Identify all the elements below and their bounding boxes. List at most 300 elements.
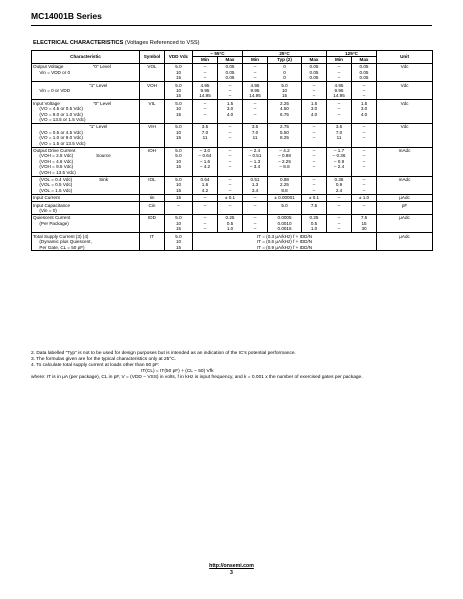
- section-title-text: ELECTRICAL CHARACTERISTICS: [33, 40, 124, 46]
- formula-line: IT = (0.6 μA/kHz) f + IDD/N: [256, 239, 313, 245]
- cell-line: 1.5: [310, 100, 318, 106]
- cell-line: –: [362, 129, 366, 135]
- cell-line: 0: [283, 75, 286, 81]
- cell-line: 0: [283, 69, 286, 75]
- 125c-max-cell: [352, 147, 377, 176]
- header-min: Min: [193, 57, 218, 63]
- cell-line: 7.0: [201, 129, 209, 135]
- table-row: [32, 233, 433, 251]
- symbol-cell: [140, 147, 165, 176]
- cell-line: 0.05: [309, 75, 319, 81]
- cell-line: –: [362, 158, 366, 164]
- symbol-cell: [140, 82, 165, 100]
- 25c-typ-cell: [268, 63, 302, 81]
- header-typ: Typ (2): [268, 57, 302, 63]
- cell-line: Input Capacitance: [33, 202, 71, 208]
- vdd-cell: [165, 202, 193, 215]
- header-temp-25: 25°C: [243, 51, 327, 57]
- cell-line: –: [312, 93, 316, 99]
- neg55-min-cell: [193, 147, 218, 176]
- cell-line: Output Voltage "0" Level: [33, 64, 111, 70]
- 25c-typ-cell: [268, 123, 302, 147]
- cell-line: –: [312, 82, 316, 88]
- cell-line: ± 0.1: [224, 195, 236, 201]
- cell-line: –: [312, 135, 316, 141]
- cell-line: IDD: [148, 215, 156, 221]
- neg55-min-cell: [193, 82, 218, 100]
- cell-line: –: [177, 202, 180, 208]
- neg55-min-cell: [193, 176, 218, 194]
- vdd-cell: [165, 147, 193, 176]
- cell-line: (VOL = 1.5 Vdc): [33, 187, 73, 193]
- cell-line: 10: [175, 158, 182, 164]
- cell-line: 0.5: [310, 220, 318, 226]
- cell-line: –: [337, 226, 341, 232]
- cell-line: 11: [202, 135, 208, 141]
- cell-line: – 4.2: [199, 164, 211, 170]
- cell-line: 5.0: [281, 202, 288, 208]
- cell-line: 0: [283, 64, 286, 70]
- cell-line: 10: [175, 87, 182, 93]
- cell-line: –: [228, 93, 232, 99]
- cell-line: – 8.8: [279, 164, 290, 170]
- cell-line: –: [337, 111, 341, 117]
- cell-line: (VOH = 13.5 Vdc): [33, 169, 76, 175]
- cell-line: 0.64: [200, 177, 210, 183]
- cell-line: 15: [175, 164, 182, 170]
- formula-cell: [193, 233, 377, 251]
- 125c-max-cell: [352, 214, 377, 232]
- cell-line: 10: [281, 87, 288, 93]
- cell-line: (VOH = 4.6 Vdc): [33, 158, 74, 164]
- cell-line: –: [203, 195, 207, 201]
- footer-link[interactable]: http://onsemi.com: [209, 563, 254, 569]
- cell-line: 0.5: [226, 220, 234, 226]
- footnotes: [31, 351, 432, 381]
- cell-line: – 0.36: [332, 153, 346, 159]
- cell-line: –: [228, 202, 232, 208]
- vdd-cell: [165, 194, 193, 201]
- cell-line: Iin: [149, 195, 155, 201]
- cell-line: VOL: [147, 64, 157, 70]
- cell-line: 1.3: [251, 182, 259, 188]
- section-subtitle: (Voltages Referenced to VSS): [124, 40, 200, 46]
- cell-line: –: [228, 187, 232, 193]
- characteristic-cell: [32, 202, 140, 215]
- cell-line: 3.5: [335, 124, 343, 130]
- symbol-cell: [140, 63, 165, 81]
- cell-line: VOH: [147, 82, 157, 88]
- cell-line: 2.25: [280, 182, 289, 188]
- vdd-cell: [165, 123, 193, 147]
- cell-line: –: [228, 177, 232, 183]
- cell-line: 15: [175, 135, 182, 141]
- cell-line: "1" Level: [33, 124, 108, 130]
- cell-line: –: [228, 158, 232, 164]
- cell-line: μAdc: [399, 215, 410, 221]
- table-body: [32, 63, 433, 251]
- 25c-typ-cell: [268, 194, 302, 201]
- neg55-min-cell: [193, 214, 218, 232]
- symbol-cell: [140, 123, 165, 147]
- cell-line: (VOH = 2.5 Vdc) Source: [33, 153, 111, 159]
- unit-cell: [377, 194, 433, 201]
- vdd-cell: [165, 63, 193, 81]
- 125c-max-cell: [352, 194, 377, 201]
- cell-line: μAdc: [399, 195, 410, 201]
- cell-line: 0.25: [309, 215, 319, 221]
- cell-line: –: [312, 177, 316, 183]
- cell-line: 0.0015: [277, 226, 292, 232]
- unit-cell: [377, 233, 433, 251]
- cell-line: 15: [175, 75, 182, 81]
- cell-line: –: [203, 220, 207, 226]
- unit-cell: [377, 202, 433, 215]
- cell-line: –: [337, 100, 341, 106]
- table-row: [32, 100, 433, 124]
- cell-line: 15: [175, 244, 182, 250]
- cell-line: –: [228, 87, 232, 93]
- 25c-min-cell: [243, 147, 268, 176]
- header-unit: Unit: [377, 51, 433, 64]
- unit-cell: [377, 176, 433, 194]
- cell-line: 15: [175, 195, 182, 201]
- cell-line: 2.4: [335, 187, 343, 193]
- cell-line: Vdc: [400, 64, 409, 70]
- note-where: where: IT is in μA (per package), CL in pF, V = (VDD − VSS) in volts, f in kHz is input frequency, and k = 0.001 x the number of exercised gates per package.: [31, 375, 363, 380]
- cell-line: 0.05: [359, 64, 369, 70]
- 125c-max-cell: [352, 123, 377, 147]
- cell-line: Vin = 0 or VDD: [33, 87, 71, 93]
- cell-line: (VO = 1.5 or 13.5 Vdc): [33, 140, 86, 146]
- cell-line: 3.0: [226, 106, 234, 112]
- cell-line: 0.05: [309, 69, 319, 75]
- cell-line: –: [362, 164, 366, 170]
- cell-line: – 1.3: [249, 158, 261, 164]
- 125c-min-cell: [327, 194, 352, 201]
- cell-line: –: [228, 82, 232, 88]
- neg55-max-cell: [218, 63, 243, 81]
- 25c-max-cell: [302, 63, 327, 81]
- neg55-min-cell: [193, 100, 218, 124]
- cell-line: –: [312, 124, 316, 130]
- cell-line: –: [337, 202, 341, 208]
- cell-line: 3.0: [310, 106, 318, 112]
- 25c-typ-cell: [268, 202, 302, 215]
- cell-line: 5.0: [281, 82, 288, 88]
- header-max: Max: [302, 57, 327, 63]
- 125c-min-cell: [327, 63, 352, 81]
- cell-line: (VO = 9.0 or 1.0 Vdc): [33, 111, 83, 117]
- cell-line: – 2.4: [333, 164, 345, 170]
- table-row: [32, 194, 433, 201]
- cell-line: 5.0: [175, 100, 182, 106]
- cell-line: 4.0: [310, 111, 318, 117]
- 25c-min-cell: [243, 176, 268, 194]
- cell-line: –: [362, 124, 366, 130]
- electrical-characteristics-table: [31, 50, 433, 251]
- cell-line: IT: [149, 233, 155, 239]
- cell-line: –: [337, 106, 341, 112]
- cell-line: –: [312, 164, 316, 170]
- title-divider: [31, 25, 432, 26]
- cell-line: 15: [175, 226, 182, 232]
- 25c-typ-cell: [268, 176, 302, 194]
- table-row: [32, 214, 433, 232]
- cell-line: –: [228, 135, 232, 141]
- cell-line: 6.75: [280, 111, 289, 117]
- cell-line: –: [228, 164, 232, 170]
- table-row: [32, 123, 433, 147]
- cell-line: (VOH = 9.5 Vdc): [33, 164, 74, 170]
- cell-line: mAdc: [398, 177, 411, 183]
- formula-line: IT = (0.9 μA/kHz) f + IDD/N: [256, 244, 313, 250]
- header-vdd: VDD Vdc: [165, 51, 193, 64]
- cell-line: –: [253, 106, 257, 112]
- cell-line: 3.5: [251, 124, 259, 130]
- cell-line: 8.8: [281, 187, 288, 193]
- cell-line: –: [312, 158, 316, 164]
- neg55-max-cell: [218, 202, 243, 215]
- cell-line: –: [228, 148, 232, 153]
- cell-line: 1.6: [201, 182, 209, 188]
- cell-line: –: [253, 220, 257, 226]
- unit-cell: [377, 82, 433, 100]
- characteristic-cell: [32, 233, 140, 251]
- page-number: 3: [230, 570, 233, 576]
- cell-line: –: [203, 64, 207, 70]
- note-3: 3. The formulas given are for the typical characteristics only at 25°C.: [31, 357, 177, 362]
- 125c-max-cell: [352, 63, 377, 81]
- cell-line: 0.36: [334, 177, 344, 183]
- cell-line: –: [337, 69, 341, 75]
- cell-line: –: [337, 75, 341, 81]
- unit-cell: [377, 147, 433, 176]
- cell-line: 5.0: [175, 148, 182, 153]
- cell-line: 0.05: [359, 75, 369, 81]
- cell-line: – 2.4: [249, 148, 261, 153]
- cell-line: –: [203, 215, 207, 221]
- 25c-min-cell: [243, 194, 268, 201]
- cell-line: 2.75: [280, 124, 289, 130]
- 25c-typ-cell: [268, 82, 302, 100]
- cell-line: –: [228, 153, 232, 159]
- table-row: [32, 82, 433, 100]
- neg55-max-cell: [218, 176, 243, 194]
- cell-line: 14.95: [199, 93, 211, 99]
- cell-line: μAdc: [399, 233, 410, 239]
- characteristic-cell: [32, 100, 140, 124]
- cell-line: Per Gate, CL = 50 pF): [33, 244, 85, 250]
- 25c-max-cell: [302, 214, 327, 232]
- cell-line: –: [228, 124, 232, 130]
- cell-line: –: [312, 87, 316, 93]
- cell-line: 5.0: [175, 177, 182, 183]
- cell-line: – 3.4: [249, 164, 261, 170]
- cell-line: 5.50: [280, 129, 289, 135]
- cell-line: ± 1.0: [358, 195, 370, 201]
- cell-line: –: [362, 182, 366, 188]
- cell-line: 15: [175, 111, 182, 117]
- note-2: 2. Data labelled "Typ" is not to be used for design purposes but is intended as an indication of the IC's potential performance.: [31, 351, 296, 356]
- 25c-min-cell: [243, 214, 268, 232]
- cell-line: 1.5: [226, 100, 234, 106]
- cell-line: 10: [175, 220, 182, 226]
- cell-line: –: [337, 195, 341, 201]
- cell-line: 15: [175, 187, 182, 193]
- cell-line: (VO = 1.0 or 9.0 Vdc): [33, 135, 83, 141]
- cell-line: 7.5: [360, 215, 368, 221]
- cell-line: 10: [175, 69, 182, 75]
- cell-line: 0.88: [280, 177, 289, 183]
- 125c-min-cell: [327, 176, 352, 194]
- cell-line: –: [362, 187, 366, 193]
- neg55-max-cell: [218, 214, 243, 232]
- cell-line: 7.0: [251, 129, 259, 135]
- cell-line: –: [362, 82, 366, 88]
- cell-line: ± 0.00001: [274, 195, 295, 201]
- cell-line: 4.95: [334, 82, 344, 88]
- unit-cell: [377, 123, 433, 147]
- cell-line: – 4.2: [279, 148, 290, 153]
- 25c-typ-cell: [268, 214, 302, 232]
- cell-line: –: [203, 202, 207, 208]
- cell-line: Total Supply Current (3) (4): [33, 233, 89, 239]
- cell-line: 0.0005: [277, 215, 292, 221]
- formula-line: IT = (0.3 μA/kHz) f + IDD/N: [256, 233, 313, 239]
- neg55-max-cell: [218, 123, 243, 147]
- cell-line: –: [203, 69, 207, 75]
- vdd-cell: [165, 214, 193, 232]
- cell-line: –: [203, 100, 207, 106]
- cell-line: 9.95: [200, 87, 210, 93]
- cell-line: 0.05: [225, 69, 235, 75]
- header-min: Min: [243, 57, 268, 63]
- cell-line: 0.0010: [277, 220, 292, 226]
- cell-line: 4.2: [201, 187, 209, 193]
- cell-line: –: [253, 195, 257, 201]
- cell-line: (VO = 0.5 or 4.5 Vdc): [33, 129, 83, 135]
- cell-line: – 1.6: [199, 158, 211, 164]
- cell-line: – 2.25: [278, 158, 291, 164]
- 25c-min-cell: [243, 123, 268, 147]
- cell-line: –: [253, 64, 257, 70]
- characteristic-cell: [32, 214, 140, 232]
- cell-line: Input Current: [33, 195, 60, 201]
- cell-line: 0.05: [225, 75, 235, 81]
- 25c-max-cell: [302, 100, 327, 124]
- header-temp-125: 125°C: [327, 51, 377, 57]
- cell-line: 0.25: [225, 215, 235, 221]
- cell-line: Quiescent Current: [33, 215, 71, 221]
- cell-line: VIH: [148, 124, 156, 130]
- cell-line: –: [253, 100, 257, 106]
- cell-line: 11: [252, 135, 258, 141]
- cell-line: 0.05: [225, 64, 235, 70]
- cell-line: –: [203, 106, 207, 112]
- cell-line: Vdc: [400, 82, 409, 88]
- cell-line: –: [228, 129, 232, 135]
- cell-line: –: [253, 202, 257, 208]
- cell-line: (VO = 4.5 or 0.5 Vdc): [33, 106, 83, 112]
- cell-line: 3.5: [201, 124, 209, 130]
- 125c-min-cell: [327, 82, 352, 100]
- cell-line: – 0.88: [278, 153, 291, 159]
- cell-line: pF: [401, 202, 408, 208]
- page-footer: [0, 563, 463, 577]
- cell-line: IOL: [148, 177, 156, 183]
- 25c-max-cell: [302, 82, 327, 100]
- 125c-min-cell: [327, 214, 352, 232]
- characteristic-cell: [32, 63, 140, 81]
- cell-line: – 1.7: [333, 148, 345, 153]
- table-row: [32, 202, 433, 215]
- cell-line: –: [337, 215, 341, 221]
- header-min: Min: [327, 57, 352, 63]
- cell-line: –: [253, 215, 257, 221]
- cell-line: –: [362, 153, 366, 159]
- cell-line: Vdc: [400, 124, 409, 130]
- header-max: Max: [352, 57, 377, 63]
- 25c-typ-cell: [268, 147, 302, 176]
- cell-line: –: [312, 153, 316, 159]
- vdd-cell: [165, 176, 193, 194]
- neg55-min-cell: [193, 123, 218, 147]
- cell-line: 0.05: [359, 69, 369, 75]
- cell-line: 5.0: [175, 124, 182, 130]
- cell-line: 5.0: [175, 153, 182, 159]
- symbol-cell: [140, 100, 165, 124]
- unit-cell: [377, 63, 433, 81]
- cell-line: 30: [361, 226, 367, 232]
- cell-line: (VOL = 0.5 Vdc): [33, 182, 73, 188]
- cell-line: –: [362, 177, 366, 183]
- header-temp-neg55: − 55°C: [193, 51, 243, 57]
- cell-line: –: [203, 226, 207, 232]
- cell-line: Cin: [148, 202, 156, 208]
- cell-line: 3.4: [251, 187, 259, 193]
- document-title: MC14001B Series: [31, 11, 102, 21]
- cell-line: –: [253, 69, 257, 75]
- table-row: [32, 63, 433, 81]
- neg55-max-cell: [218, 147, 243, 176]
- symbol-cell: [140, 233, 165, 251]
- cell-line: – 3.0: [199, 148, 211, 153]
- cell-line: –: [337, 64, 341, 70]
- cell-line: 1.5: [360, 100, 368, 106]
- cell-line: 10: [175, 106, 182, 112]
- neg55-max-cell: [218, 82, 243, 100]
- unit-cell: [377, 214, 433, 232]
- vdd-cell: [165, 100, 193, 124]
- 125c-min-cell: [327, 202, 352, 215]
- cell-line: –: [362, 148, 366, 153]
- cell-line: (Vin = 0): [33, 208, 57, 214]
- cell-line: Input Voltage "0" Level: [33, 100, 112, 106]
- cell-line: –: [362, 202, 366, 208]
- characteristic-cell: [32, 123, 140, 147]
- cell-line: 1.0: [226, 226, 234, 232]
- cell-line: – 0.9: [333, 158, 345, 164]
- cell-line: ± 0.1: [308, 195, 320, 201]
- 125c-max-cell: [352, 100, 377, 124]
- symbol-cell: [140, 194, 165, 201]
- characteristic-cell: [32, 194, 140, 201]
- cell-line: 5.0: [175, 64, 182, 70]
- 125c-max-cell: [352, 202, 377, 215]
- symbol-cell: [140, 176, 165, 194]
- note-4: 4. To calculate total supply current at loads other than 50 pF:: [31, 363, 160, 368]
